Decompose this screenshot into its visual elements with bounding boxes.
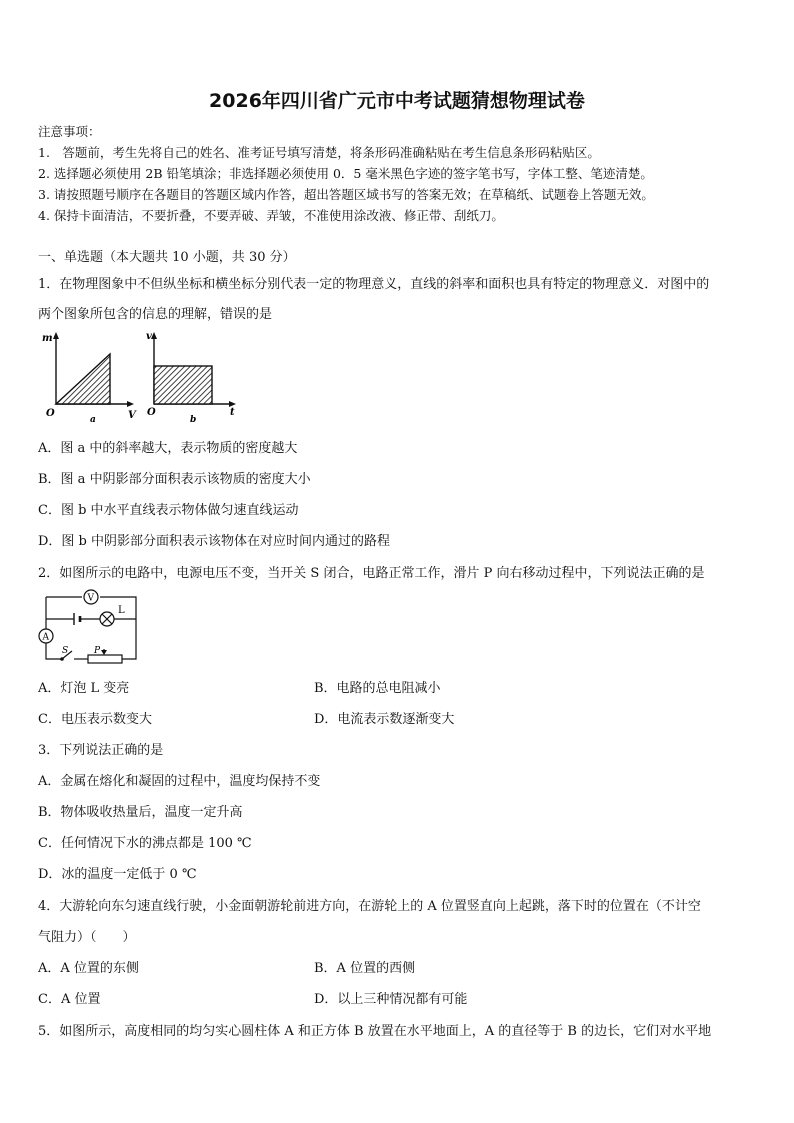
- q5-stem: 5．如图所示，高度相同的均匀实心圆柱体 A 和正方体 B 放置在水平地面上，A 的直径等于 B 的边长，它们对水平地: [38, 1024, 712, 1039]
- q2-stem: 2．如图所示的电路中，电源电压不变，当开关 S 闭合，电路正常工作，滑片 P 向右移动过程中，下列说法正确的是: [38, 566, 705, 581]
- notice-item: 1. 答题前，考生先将自己的姓名、准考证号填写清楚，将条形码准确粘贴在考生信息条形码粘贴区。: [38, 145, 600, 160]
- graph-b-caption: b: [190, 415, 197, 425]
- q1-option-a: A．图 a 中的斜率越大，表示物质的密度越大: [38, 441, 298, 456]
- graph-a-ylabel: m: [42, 333, 53, 344]
- q3-option-c: C．任何情况下水的沸点都是 100 ℃: [38, 836, 252, 851]
- q3-stem: 3．下列说法正确的是: [38, 743, 164, 758]
- voltmeter-label: V: [87, 593, 94, 604]
- page-title: 2026年四川省广元市中考试题猜想物理试卷: [209, 90, 585, 112]
- q2-circuit-diagram: [36, 585, 146, 667]
- q1-graphs-figure: [32, 326, 247, 426]
- section-heading: 一、单选题（本大题共 10 小题，共 30 分）: [38, 250, 296, 265]
- circuit-left-wire: [46, 597, 62, 659]
- notice-item: 2. 选择题必须使用 2B 铅笔填涂；非选择题必须使用 0．5 毫米黑色字迹的签字笔书写，字体工整、笔迹清楚。: [38, 166, 653, 181]
- q4-option-b: B．A 位置的西侧: [314, 961, 416, 976]
- notice-heading: 注意事项：: [38, 124, 101, 139]
- graph-b-ylabel: v: [146, 331, 152, 342]
- q2-option-a: A．灯泡 L 变亮: [38, 681, 130, 696]
- q4-stem-line1: 4．大游轮向东匀速直线行驶，小金面朝游轮前进方向，在游轮上的 A 位置竖直向上起跳，落下时的位置在（不计空: [38, 899, 701, 914]
- switch-pivot: [60, 657, 64, 661]
- slider-label: P: [94, 646, 101, 656]
- graph-a-y-arrow-icon: [53, 332, 59, 339]
- q3-option-d: D．冰的温度一定低于 0 ℃: [38, 867, 197, 882]
- graph-a-origin: O: [46, 408, 55, 419]
- graph-a-shaded-triangle: [56, 354, 110, 404]
- notice-item: 4. 保持卡面清洁，不要折叠，不要弄破、弄皱，不准使用涂改液、修正带、刮纸刀。: [38, 208, 504, 223]
- q1-stem-line1: 1．在物理图象中不但纵坐标和横坐标分别代表一定的物理意义，直线的斜率和面积也具有特定的物理意义．对图中的: [38, 277, 710, 292]
- slider-arrow-icon: [101, 650, 107, 655]
- graph-a-caption: a: [90, 415, 96, 425]
- q1-option-d: D．图 b 中阴影部分面积表示该物体在对应时间内通过的路程: [38, 534, 391, 549]
- graph-b: [146, 331, 236, 425]
- q1-option-b: B．图 a 中阴影部分面积表示该物质的密度大小: [38, 472, 311, 487]
- q1-option-c: C．图 b 中水平直线表示物体做匀速直线运动: [38, 503, 299, 518]
- q4-option-d: D．以上三种情况都有可能: [314, 992, 468, 1007]
- graph-b-xlabel: t: [230, 407, 235, 418]
- circuit-right-wire: [122, 619, 136, 659]
- graph-b-origin: O: [147, 407, 156, 418]
- graph-a: [42, 332, 137, 425]
- graph-b-y-arrow-icon: [151, 332, 157, 339]
- switch-label: S: [62, 646, 69, 656]
- ammeter-label: A: [42, 632, 49, 643]
- q2-option-c: C．电压表示数变大: [38, 712, 152, 727]
- q3-option-b: B．物体吸收热量后，温度一定升高: [38, 805, 243, 820]
- q4-stem-line2: 气阻力）（ ）: [38, 930, 136, 945]
- q2-option-d: D．电流表示数逐渐变大: [314, 712, 455, 727]
- graph-a-x-arrow-icon: [127, 401, 134, 407]
- q2-option-b: B．电路的总电阻减小: [314, 681, 441, 696]
- graph-b-shaded-rect: [154, 366, 212, 404]
- q4-option-c: C．A 位置: [38, 992, 101, 1007]
- q3-option-a: A．金属在熔化和凝固的过程中，温度均保持不变: [38, 774, 321, 789]
- graph-a-xlabel: V: [128, 410, 136, 421]
- q1-stem-line2: 两个图象所包含的信息的理解，错误的是: [38, 307, 273, 322]
- notice-item: 3. 请按照题号顺序在各题目的答题区域内作答，超出答题区域书写的答案无效；在草稿纸、试题卷上答题无效。: [38, 187, 654, 202]
- rheostat-body: [88, 655, 122, 663]
- q4-option-a: A．A 位置的东侧: [38, 961, 139, 976]
- lamp-label: L: [118, 605, 125, 616]
